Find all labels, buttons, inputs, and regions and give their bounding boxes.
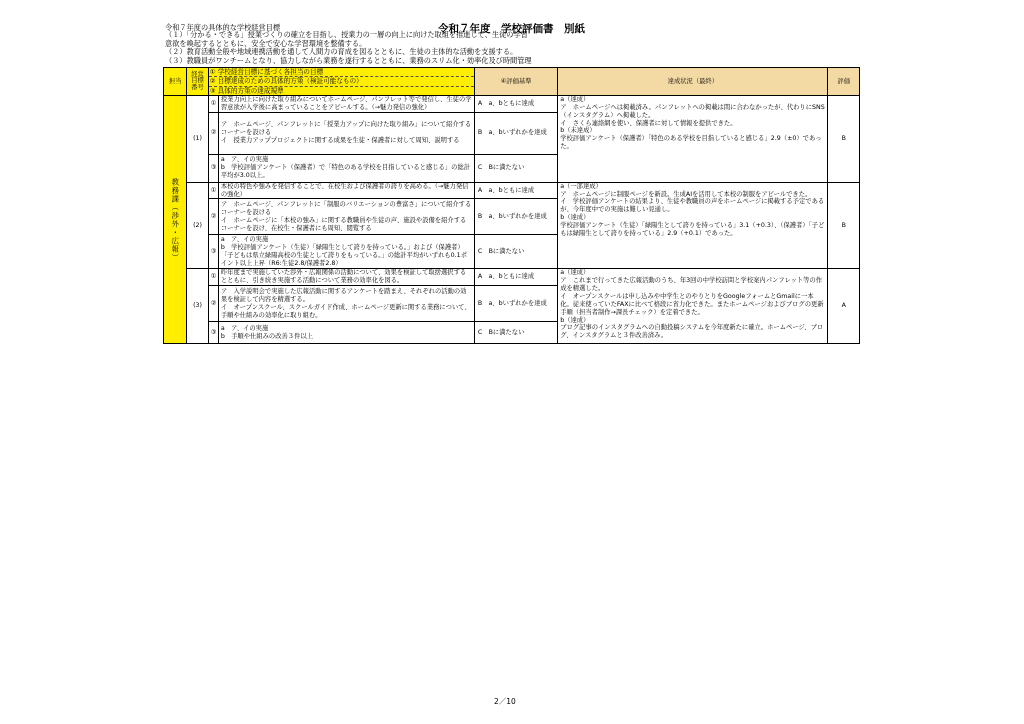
page-title: 令和７年度 学校評価書 別紙 — [438, 23, 585, 35]
goal-line: （１）「分かる・できる」授業づくりの確立を目指し、授業力の一層の向上に向けた取組を推進して、生徒の学習 — [165, 30, 528, 39]
school-goals — [165, 31, 865, 66]
item-text: a ア、イの実施 b 学校評価アンケート（生徒）「緑陽生として誇りを持っている。」および（保護者）「子どもは県立緑陽高校の生徒として誇りをもっている。」の総計平均がいずれも0.1ポイント以上上昇（R6:生徒2.8/保護者2.8） — [218, 235, 474, 269]
item-text: ア ホームページ、パンフレットに「授業力アップに向けた取り組み」について紹介するコーナーを設ける イ 授業力アッププロジェクトに関する成果を生徒・保護者に対して周知、説明する — [218, 112, 474, 154]
item-text: ア 入学説明会で実施した広報活動に関するアンケートを踏まえ、それぞれの活動の効果を検証して内容を精選する。 イ オープンスクール、スクールガイド作成、ホームページ更新に関する業務について、手順や仕組みの効率化に取り組む。 — [218, 286, 474, 322]
table-row — [164, 269, 860, 286]
goal-number: (3) — [187, 269, 208, 344]
header-keiei-line: 目標 — [191, 77, 204, 85]
header-keiei-line: 経営 — [191, 70, 204, 78]
grade-cell: B — [828, 96, 860, 183]
item-text: 昨年度まで実施していた渉外・広報関係の活動について、効果を検証して取捨選択するとともに、引き続き実施する活動について業務の効率化を図る。 — [218, 269, 474, 286]
goal-number: (2) — [187, 182, 208, 269]
item-text: a ア、イの実施 b 手順や仕組みの改善３件以上 — [218, 322, 474, 344]
department-label: 教務課（渉外・広報） — [170, 177, 180, 262]
goal-line: （３）教職員がワンチームとなり、協力しながら業務を遂行するとともに、業務のスリム化・効率化及び時間管理 — [165, 55, 532, 65]
criteria-cell: C Bに満たない — [474, 322, 557, 344]
criteria-cell: A a、bともに達成 — [474, 269, 557, 286]
header-grade: 評価 — [828, 68, 860, 96]
criteria-cell: A a、bともに達成 — [474, 96, 557, 113]
grade-cell: A — [828, 269, 860, 344]
header-item-3: ③ 具体的方策の達成規準 — [209, 86, 284, 95]
department-cell — [164, 96, 187, 344]
item-text: a ア、イの実施 b 学校評価アンケート（保護者）で「特色のある学校を目指していると感じる」の総計平均が3.0以上。 — [218, 154, 474, 182]
goal-number: (1) — [187, 96, 208, 183]
table-row — [164, 96, 860, 113]
item-text: ア ホームページ、パンフレットに「制服のバリエーションの豊富さ」について紹介するコーナーを設ける イ ホームページに「本校の強み」に関する教職員や生徒の声、施設や設備を紹介するコーナーを設け、在校生・保護者にも周知、閲覧する — [218, 199, 474, 235]
criteria-cell: C Bに満たない — [474, 154, 557, 182]
grade-cell: B — [828, 182, 860, 269]
status-cell: a（達成） ア これまで行ってきた広報活動のうち、年3回の中学校訪問と学校案内パンフレット等の作成を精選した。 イ オープンスクールは申し込みや中学生とのやりとりをGoogleフォームとGmailに一本化。従来使っていたFAXに比べて格段に省力化できた。またホームページおよびブログの更新手順（担当者制作→課長チェック）を定着できた。 b（達成） ブログ記事のインスタグラムへの自動投稿システムを今年度新たに確立。ホームページ、ブログ、インスタグラムと３件改善済み。 — [558, 269, 828, 344]
header-item-1: ① 学校経営目標に基づく各担当の目標 — [209, 68, 474, 77]
table-row — [164, 182, 860, 199]
header-status: 達成状況（最終） — [558, 68, 828, 96]
goal-line: 意欲を喚起するとともに、安全で安心な学習環境を整備する。 — [165, 38, 367, 48]
item-text: 授業力向上に向けた取り組みについてホームページ、パンフレット等で発信し、生徒の学習意欲が入学後に高まっていることをアピールする。（→魅力発信の強化） — [218, 96, 474, 113]
header-tanto: 担当 — [164, 68, 187, 96]
header-keiei — [187, 68, 208, 96]
header-criteria: ④評価基準 — [474, 68, 557, 96]
status-cell: a（一部達成） ア ホームページに制服ページを新設。生成AIを活用して本校の制服をアピールできた。 イ 学校評価アンケートの結果より、生徒や教職員の声をホームページに掲載する予定であるが、今年度中での実施は難しい見通し。 b（達成） 学校評価アンケート（生徒）「緑陽生として誇りを持っている」3.1（+0.3）、（保護者）「子どもは緑陽生として誇りを持っている」2.9（+0.1）であった。 — [558, 182, 828, 269]
criteria-cell: B a、bいずれかを達成 — [474, 286, 557, 322]
evaluation-table — [163, 67, 860, 344]
item-mark: ③ — [208, 322, 218, 344]
item-mark: ③ — [208, 154, 218, 182]
item-mark: ② — [208, 286, 218, 322]
header-item-2: ② 目標達成のための具体的方策（検証可能なもの） — [209, 77, 474, 86]
page-number: 2／10 — [494, 697, 516, 706]
goal-line: （２）教育活動全般や地域連携活動を通して人間力の育成を図るとともに、生徒の主体的な活動を支援する。 — [165, 47, 518, 57]
table-header-row — [164, 68, 860, 96]
page-header-left: 令和７年度の具体的な学校経営目標 — [165, 23, 281, 32]
item-mark: ② — [208, 112, 218, 154]
criteria-cell: B a、bいずれかを達成 — [474, 112, 557, 154]
criteria-cell: C Bに満たない — [474, 235, 557, 269]
item-mark: ① — [208, 269, 218, 286]
item-mark: ① — [208, 182, 218, 199]
item-mark: ① — [208, 96, 218, 113]
item-text: 本校の特色や強みを発信することで、在校生および保護者の誇りを高める。（→魅力発信の強化） — [218, 182, 474, 199]
header-keiei-line: 番号 — [191, 83, 204, 91]
item-mark: ② — [208, 199, 218, 235]
header-items — [208, 68, 474, 96]
criteria-cell: B a、bいずれかを達成 — [474, 199, 557, 235]
item-mark: ③ — [208, 235, 218, 269]
criteria-cell: A a、bともに達成 — [474, 182, 557, 199]
status-cell: a（達成） ア ホームページへは掲載済み。パンフレットへの掲載は間に合わなかったが、代わりにSNS（インスタグラム）へ掲載した。 イ さくら連絡網を使い、保護者に対して情報を提供できた。 b（未達成） 学校評価アンケート（保護者）「特色のある学校を目指していると感じる」2.9（±0）であった。 — [558, 96, 828, 183]
